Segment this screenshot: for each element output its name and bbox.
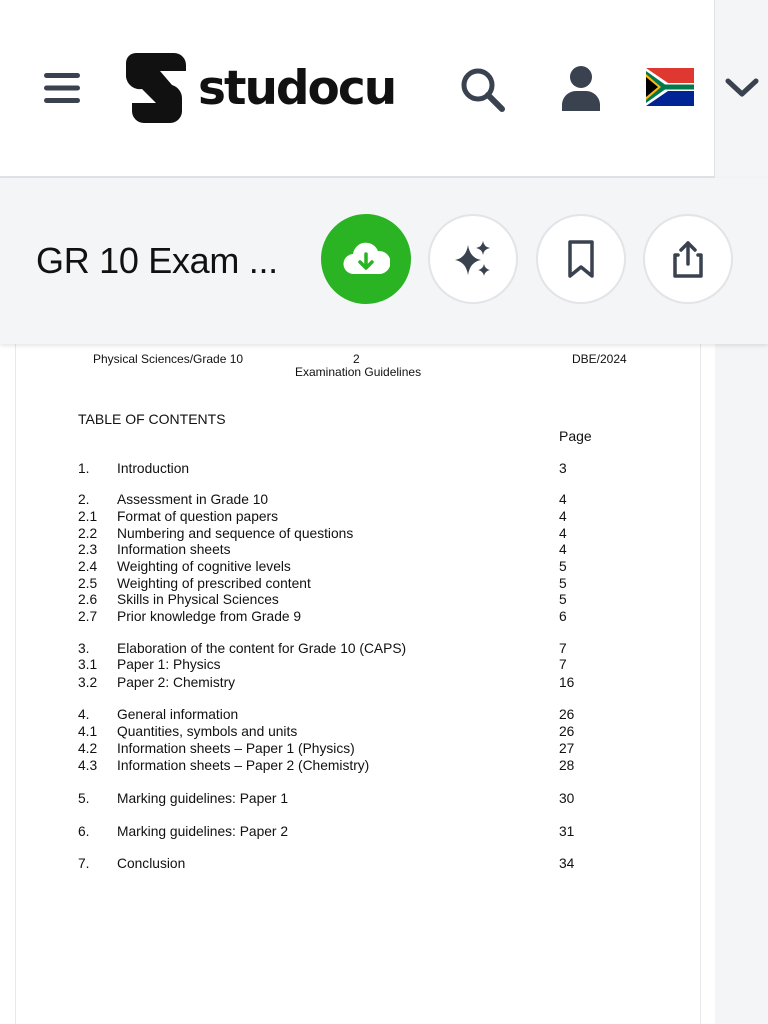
toc-entry (78, 609, 638, 626)
toc-entry (78, 758, 638, 775)
toc-entry-page: 6 (559, 609, 567, 624)
toc-entry-title: Numbering and sequence of questions (117, 526, 354, 541)
toc-entry-number: 2.1 (78, 509, 98, 524)
toc-entry-title: Weighting of cognitive levels (117, 559, 291, 574)
page-header-source: DBE/2024 (572, 352, 627, 366)
toc-entry-number: 6. (78, 824, 90, 839)
toc-entry-page: 5 (559, 576, 567, 591)
toc-entry (78, 461, 638, 478)
toc-entry-title: Assessment in Grade 10 (117, 492, 269, 507)
toc-entry (78, 641, 638, 658)
toc-entry (78, 724, 638, 741)
toc-entry-title: Elaboration of the content for Grade 10 (CAPS) (117, 641, 407, 656)
search-button[interactable] (456, 63, 508, 115)
toc-entry-title: Introduction (117, 461, 190, 476)
toc-entry (78, 675, 638, 692)
toc-entry-page: 7 (559, 657, 567, 672)
page-header-subtitle: Examination Guidelines (295, 365, 422, 379)
toc-entry-page: 3 (559, 461, 567, 476)
toc-entry-page: 27 (559, 741, 575, 756)
toc-entry-title: Marking guidelines: Paper 2 (117, 824, 289, 839)
toc-entry-page: 4 (559, 492, 567, 507)
toc-entry (78, 526, 638, 543)
toc-entry-title: Paper 1: Physics (117, 657, 221, 672)
toc-entry (78, 509, 638, 526)
toc-entry-number: 2.5 (78, 576, 98, 591)
toc-entry-number: 2.7 (78, 609, 98, 624)
toc-entry-page: 4 (559, 509, 567, 524)
toc-heading: TABLE OF CONTENTS (78, 411, 226, 427)
toc-entry-number: 2.2 (78, 526, 98, 541)
toc-entry-title: Information sheets (117, 542, 231, 557)
toc-entry-number: 2.3 (78, 542, 98, 557)
toc-entry-title: Information sheets – Paper 1 (Physics) (117, 741, 355, 756)
share-button[interactable] (643, 214, 733, 304)
toc-entry-page: 5 (559, 592, 567, 607)
studocu-logo-icon (122, 51, 192, 125)
toc-entry-page: 31 (559, 824, 575, 839)
toc-page-column-label: Page (559, 428, 592, 444)
toc-entry-number: 4.1 (78, 724, 98, 739)
toc-entry-number: 2.4 (78, 559, 98, 574)
toc-entry-page: 28 (559, 758, 575, 773)
toc-entry-number: 3.1 (78, 657, 98, 672)
toc-entry-title: Skills in Physical Sciences (117, 592, 279, 607)
toc-entry-number: 3.2 (78, 675, 98, 690)
toc-entry (78, 741, 638, 758)
toc-entry (78, 559, 638, 576)
toc-entry (78, 657, 638, 674)
toc-entry-page: 26 (559, 724, 575, 739)
account-button[interactable] (556, 62, 606, 114)
toc-entry-page: 5 (559, 559, 567, 574)
toc-entry-number: 2.6 (78, 592, 98, 607)
toc-entry-page: 4 (559, 526, 567, 541)
toc-entry-number: 1. (78, 461, 90, 476)
chevron-down-icon (725, 77, 759, 99)
toc-entry (78, 576, 638, 593)
top-navigation-bar (0, 0, 715, 178)
toc-entry-title: Information sheets – Paper 2 (Chemistry) (117, 758, 370, 773)
bookmark-button[interactable] (536, 214, 626, 304)
toc-entry (78, 791, 638, 808)
toc-entry-page: 4 (559, 542, 567, 557)
menu-button[interactable] (40, 66, 84, 110)
user-icon (560, 64, 602, 112)
page-header-subject: Physical Sciences/Grade 10 (93, 352, 244, 366)
toc-entry-page: 16 (559, 675, 575, 690)
toc-entry-page: 26 (559, 707, 575, 722)
south-africa-flag-icon (646, 68, 694, 106)
toc-entry-number: 7. (78, 856, 90, 871)
toc-entry-number: 3. (78, 641, 90, 656)
download-button[interactable] (321, 214, 411, 304)
toc-entry-title: Conclusion (117, 856, 186, 871)
toc-entry-title: Weighting of prescribed content (117, 576, 311, 591)
page-header-number: 2 (353, 352, 360, 366)
toc-entry-title: General information (117, 707, 239, 722)
search-icon (458, 65, 506, 113)
toc-entry-page: 30 (559, 791, 575, 806)
toc-entry-page: 7 (559, 641, 567, 656)
country-selector[interactable] (645, 67, 695, 107)
document-toolbar (0, 178, 768, 344)
toc-entry-number: 4.3 (78, 758, 98, 773)
share-icon (670, 239, 706, 279)
menu-icon (42, 70, 82, 106)
toc-entry (78, 492, 638, 509)
document-page (15, 344, 701, 1024)
page-background-strip (715, 0, 768, 1024)
toc-entry-number: 2. (78, 492, 90, 507)
toc-entry-title: Paper 2: Chemistry (117, 675, 236, 690)
bookmark-icon (566, 239, 596, 279)
ai-assistant-button[interactable] (428, 214, 518, 304)
toc-entry-page: 34 (559, 856, 575, 871)
toc-entry-number: 4.2 (78, 741, 98, 756)
toc-entry-number: 5. (78, 791, 90, 806)
toc-entry (78, 824, 638, 841)
toc-entry-title: Marking guidelines: Paper 1 (117, 791, 289, 806)
toc-entry-title: Prior knowledge from Grade 9 (117, 609, 302, 624)
toc-entry (78, 542, 638, 559)
toc-entry (78, 856, 638, 873)
toc-entry-title: Format of question papers (117, 509, 279, 524)
toc-entry (78, 707, 638, 724)
toc-entry-title: Quantities, symbols and units (117, 724, 298, 739)
more-options-button[interactable] (721, 68, 763, 108)
studocu-logo[interactable] (122, 50, 395, 126)
logo-wordmark: studocu (198, 60, 396, 116)
sparkles-icon (453, 239, 493, 279)
toc-entry (78, 592, 638, 609)
toc-entry-number: 4. (78, 707, 90, 722)
cloud-download-icon (342, 240, 390, 278)
document-title: GR 10 Exam ... (36, 240, 278, 281)
